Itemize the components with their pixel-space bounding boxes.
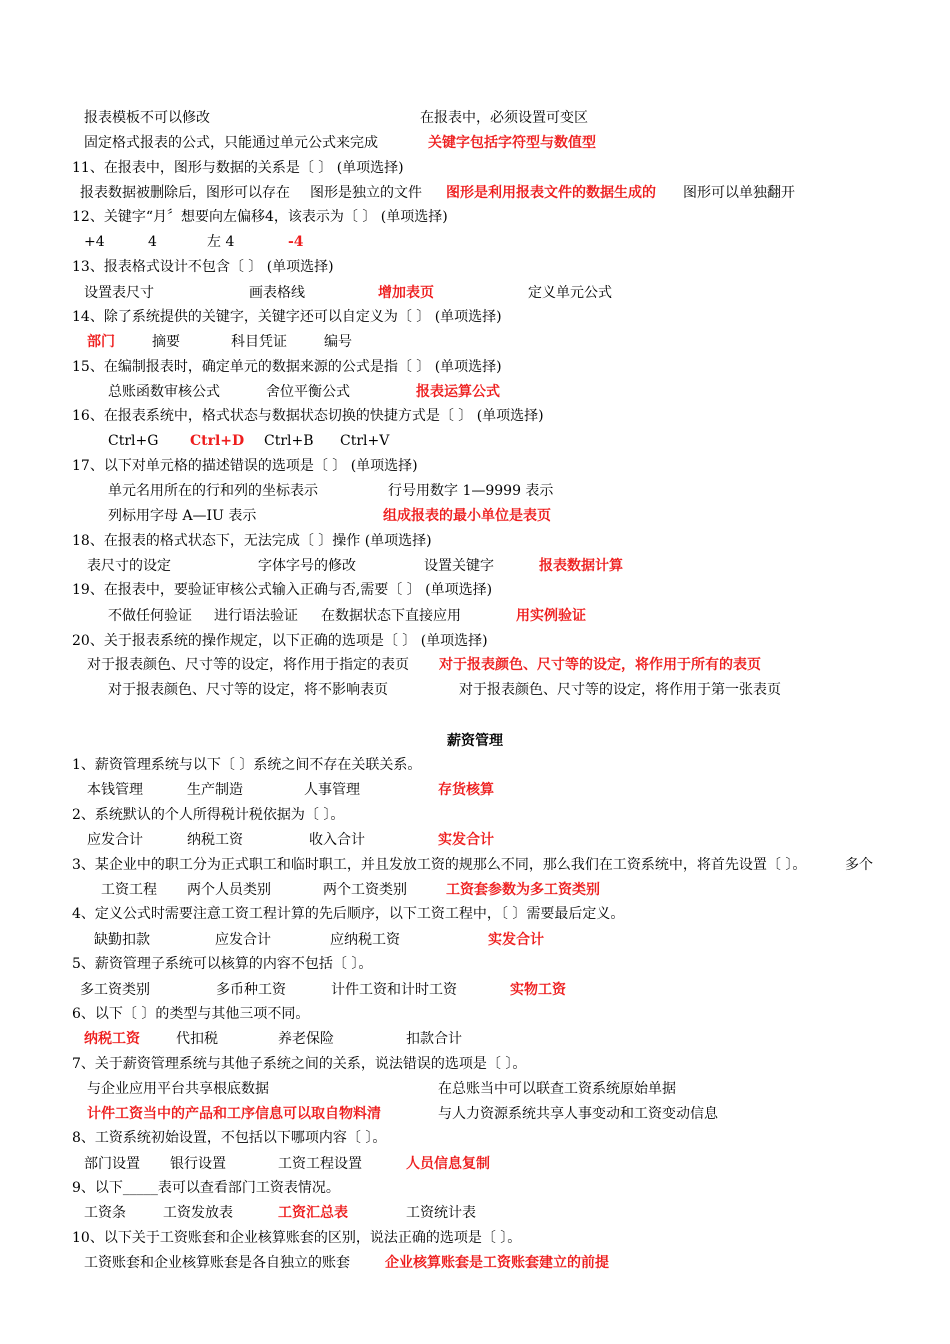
option-line — [0, 680, 950, 704]
option-line — [0, 431, 950, 455]
option-line — [0, 880, 950, 904]
option-text: 在数据状态下直接应用 — [321, 608, 461, 624]
option-text: 缺勤扣款 — [94, 932, 150, 948]
option-line — [0, 108, 950, 132]
option-text: 工资条 — [84, 1205, 126, 1221]
option-line — [0, 1029, 950, 1053]
option-text: 应纳税工资 — [330, 932, 400, 948]
answer-text: 实物工资 — [510, 982, 566, 998]
option-text: 编号 — [324, 334, 352, 350]
answer-text: Ctrl+D — [190, 433, 245, 449]
option-line — [0, 332, 950, 356]
question-line — [0, 805, 950, 829]
option-line — [0, 830, 950, 854]
option-text: 生产制造 — [187, 782, 243, 798]
question-text: 2、系统默认的个人所得税计税依据为〔 〕。 — [72, 807, 345, 823]
question-text-continued: 多个 — [845, 857, 873, 873]
answer-text: 对于报表颜色、尺寸等的设定，将作用于所有的表页 — [439, 657, 761, 673]
question-line — [0, 406, 950, 430]
option-text: 对于报表颜色、尺寸等的设定，将作用于指定的表页 — [87, 657, 409, 673]
option-text: 科目凭证 — [231, 334, 287, 350]
option-text: 在报表中，必须设置可变区 — [420, 110, 588, 126]
question-text: 18、在报表的格式状态下，无法完成〔 〕操作 (单项选择) — [72, 533, 432, 549]
option-text: 纳税工资 — [187, 832, 243, 848]
option-text: 画表格线 — [249, 285, 305, 301]
option-text: 定义单元公式 — [528, 285, 612, 301]
question-line — [0, 307, 950, 331]
option-text: 银行设置 — [170, 1156, 226, 1172]
option-text: 报表数据被删除后，图形可以存在 — [80, 185, 290, 201]
option-text: 工资账套和企业核算账套是各自独立的账套 — [84, 1255, 350, 1271]
question-line — [0, 954, 950, 978]
question-text: 17、以下对单元格的描述错误的选项是〔 〕 (单项选择) — [72, 458, 418, 474]
option-line — [0, 556, 950, 580]
option-line — [0, 930, 950, 954]
option-line — [0, 780, 950, 804]
question-line — [0, 357, 950, 381]
option-line — [0, 1079, 950, 1103]
option-text: 报表模板不可以修改 — [84, 110, 210, 126]
question-text: 12、关键字“月〞想要向左偏移4，该表示为〔 〕 (单项选择) — [72, 209, 448, 225]
option-text: 舍位平衡公式 — [266, 384, 350, 400]
answer-text: 计件工资当中的产品和工序信息可以取自物料清 — [87, 1106, 381, 1122]
option-text: 代扣税 — [176, 1031, 218, 1047]
answer-text: 报表运算公式 — [416, 384, 500, 400]
option-line — [0, 506, 950, 530]
option-text: 本钱管理 — [87, 782, 143, 798]
question-line — [0, 257, 950, 281]
option-text: 图形是独立的文件 — [310, 185, 422, 201]
option-text: 设置关键字 — [424, 558, 494, 574]
option-text: 固定格式报表的公式，只能通过单元公式来完成 — [84, 135, 378, 151]
option-text: 在总账当中可以联查工资系统原始单据 — [438, 1081, 676, 1097]
option-line — [0, 655, 950, 679]
answer-text: 存货核算 — [438, 782, 494, 798]
answer-text: 部门 — [87, 334, 115, 350]
question-text: 5、薪资管理子系统可以核算的内容不包括〔 〕。 — [72, 956, 373, 972]
option-text: 进行语法验证 — [214, 608, 298, 624]
answer-text: 增加表页 — [378, 285, 434, 301]
question-line — [0, 456, 950, 480]
answer-text: 用实例验证 — [516, 608, 586, 624]
option-text: 左 4 — [207, 234, 235, 250]
option-text: 扣款合计 — [406, 1031, 462, 1047]
option-text: 应发合计 — [215, 932, 271, 948]
option-text: 应发合计 — [87, 832, 143, 848]
option-text: 部门设置 — [84, 1156, 140, 1172]
question-line — [0, 1128, 950, 1152]
option-text: 工资工程 — [101, 882, 157, 898]
answer-text: 工资套参数为多工资类别 — [446, 882, 600, 898]
option-text: 摘要 — [152, 334, 180, 350]
option-text: 设置表尺寸 — [84, 285, 154, 301]
question-line — [0, 1004, 950, 1028]
option-text: 对于报表颜色、尺寸等的设定，将作用于第一张表页 — [459, 682, 781, 698]
question-text: 3、某企业中的职工分为正式职工和临时职工，并且发放工资的规那么不同，那么我们在工资系统中，将首先设置〔 〕。 — [72, 857, 807, 873]
option-text: +4 — [84, 234, 105, 250]
question-line — [0, 158, 950, 182]
question-line — [0, 207, 950, 231]
option-text: 图形可以单独翻开 — [683, 185, 795, 201]
question-text: 14、除了系统提供的关键字，关键字还可以自定义为〔 〕 (单项选择) — [72, 309, 502, 325]
question-line — [0, 904, 950, 928]
answer-text: 组成报表的最小单位是表页 — [383, 508, 551, 524]
option-text: 行号用数字 1—9999 表示 — [388, 483, 554, 499]
option-text: 两个人员类别 — [187, 882, 271, 898]
question-text: 13、报表格式设计不包含〔 〕 (单项选择) — [72, 259, 334, 275]
question-text: 8、工资系统初始设置，不包括以下哪项内容〔 〕。 — [72, 1130, 387, 1146]
question-text: 19、在报表中，要验证审核公式输入正确与否,需要〔 〕 (单项选择) — [72, 582, 493, 598]
option-text: 表尺寸的设定 — [87, 558, 171, 574]
answer-text: 工资汇总表 — [278, 1205, 348, 1221]
question-line — [0, 631, 950, 655]
section-title: 薪资管理 — [447, 733, 503, 749]
question-line — [0, 531, 950, 555]
option-text: 单元名用所在的行和列的坐标表示 — [108, 483, 318, 499]
option-text: 与企业应用平台共享根底数据 — [87, 1081, 269, 1097]
option-text: 人事管理 — [304, 782, 360, 798]
option-text: Ctrl+G — [108, 433, 159, 449]
option-line — [0, 606, 950, 630]
option-line — [0, 1104, 950, 1128]
option-line — [0, 382, 950, 406]
option-text: 多币种工资 — [216, 982, 286, 998]
option-text: 列标用字母 A—IU 表示 — [108, 508, 257, 524]
option-text: 养老保险 — [278, 1031, 334, 1047]
answer-text: 纳税工资 — [84, 1031, 140, 1047]
option-line — [0, 133, 950, 157]
question-text: 16、在报表系统中，格式状态与数据状态切换的快捷方式是〔 〕 (单项选择) — [72, 408, 544, 424]
question-line — [0, 755, 950, 779]
question-text: 11、在报表中，图形与数据的关系是〔 〕 (单项选择) — [72, 160, 404, 176]
option-text: 不做任何验证 — [108, 608, 192, 624]
option-text: 计件工资和计时工资 — [331, 982, 457, 998]
option-line — [0, 1154, 950, 1178]
option-text: 对于报表颜色、尺寸等的设定，将不影响表页 — [108, 682, 388, 698]
answer-text: 实发合计 — [488, 932, 544, 948]
answer-text: 报表数据计算 — [539, 558, 623, 574]
answer-text: 图形是利用报表文件的数据生成的 — [446, 185, 656, 201]
option-text: 4 — [148, 234, 157, 250]
answer-text: 实发合计 — [438, 832, 494, 848]
question-text: 7、关于薪资管理系统与其他子系统之间的关系，说法错误的选项是〔 〕。 — [72, 1056, 527, 1072]
option-text: 总账函数审核公式 — [108, 384, 220, 400]
option-text: 多工资类别 — [80, 982, 150, 998]
option-line — [0, 283, 950, 307]
option-line — [0, 980, 950, 1004]
option-text: 工资发放表 — [163, 1205, 233, 1221]
option-text: 工资工程设置 — [278, 1156, 362, 1172]
option-line — [0, 183, 950, 207]
question-text: 9、以下_____表可以查看部门工资表情况。 — [72, 1180, 340, 1196]
option-text: Ctrl+B — [264, 433, 314, 449]
option-text: Ctrl+V — [340, 433, 390, 449]
option-line — [0, 481, 950, 505]
option-line — [0, 1203, 950, 1227]
option-line — [0, 232, 950, 256]
question-line — [0, 1178, 950, 1202]
answer-text: 关键字包括字符型与数值型 — [428, 135, 596, 151]
section-title-line — [0, 731, 950, 755]
answer-text: 人员信息复制 — [406, 1156, 490, 1172]
option-text: 工资统计表 — [406, 1205, 476, 1221]
option-text: 字体字号的修改 — [258, 558, 356, 574]
question-line — [0, 1228, 950, 1252]
question-line — [0, 1054, 950, 1078]
option-text: 两个工资类别 — [323, 882, 407, 898]
option-line — [0, 1253, 950, 1277]
question-text: 6、以下〔 〕的类型与其他三项不同。 — [72, 1006, 310, 1022]
answer-text: -4 — [288, 234, 304, 250]
answer-text: 企业核算账套是工资账套建立的前提 — [385, 1255, 609, 1271]
question-text: 10、以下关于工资账套和企业核算账套的区别，说法正确的选项是〔 〕。 — [72, 1230, 522, 1246]
option-text: 与人力资源系统共享人事变动和工资变动信息 — [438, 1106, 718, 1122]
question-text: 4、定义公式时需要注意工资工程计算的先后顺序，以下工资工程中，〔 〕需要最后定义。 — [72, 906, 625, 922]
question-text: 1、薪资管理系统与以下〔 〕系统之间不存在关联关系。 — [72, 757, 422, 773]
question-text: 15、在编制报表时，确定单元的数据来源的公式是指〔 〕 (单项选择) — [72, 359, 502, 375]
option-text: 收入合计 — [309, 832, 365, 848]
question-line — [0, 855, 950, 879]
question-line — [0, 580, 950, 604]
question-text: 20、关于报表系统的操作规定，以下正确的选项是〔 〕 (单项选择) — [72, 633, 488, 649]
